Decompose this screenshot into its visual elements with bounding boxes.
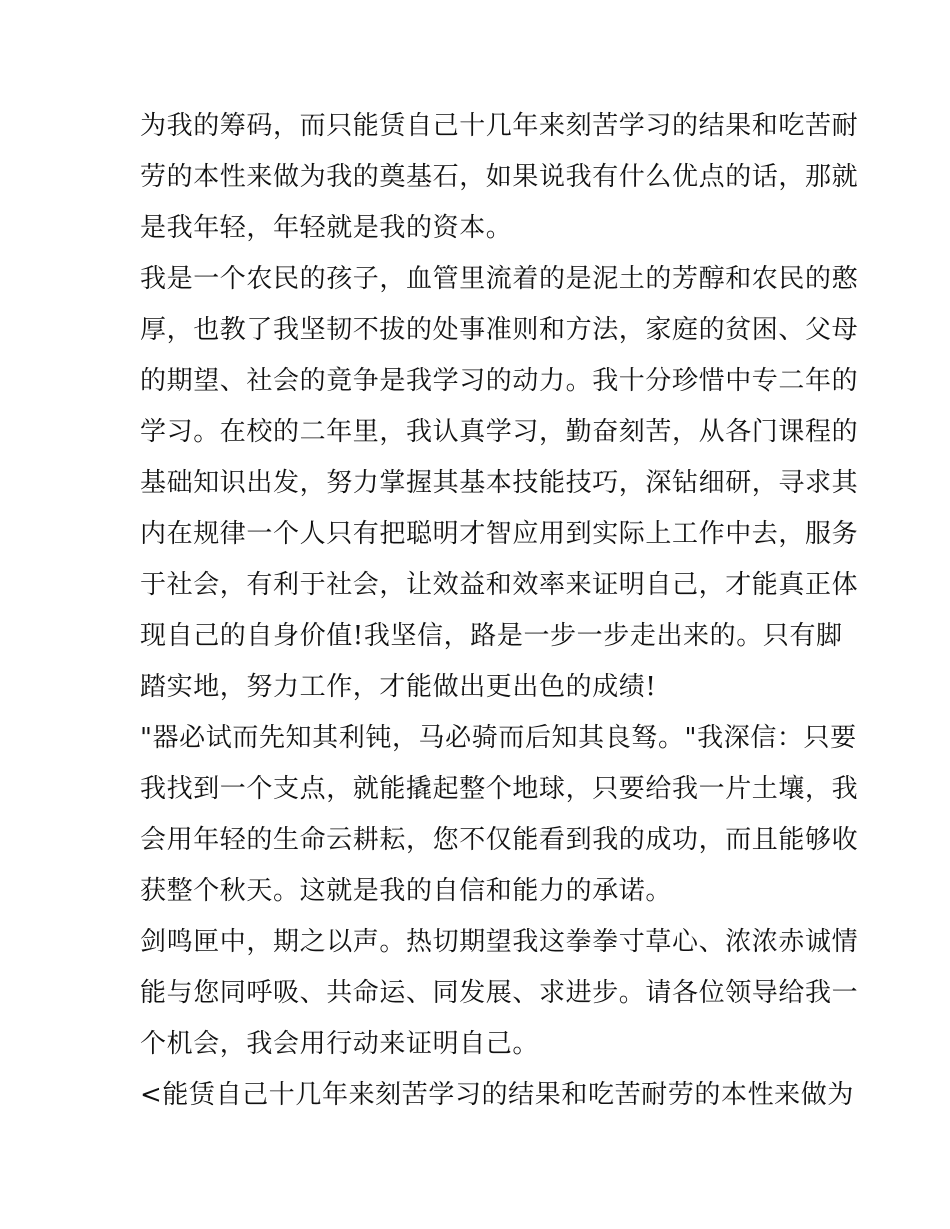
text-line: 是我年轻，年轻就是我的资本。: [140, 213, 513, 243]
text-line: 能与您同呼吸、共命运、同发展、求进步。请各位领导给我一: [140, 978, 859, 1008]
text-line: 获整个秋天。这就是我的自信和能力的承诺。: [140, 876, 673, 906]
paragraph-5: [140, 1070, 854, 1121]
document-body: [140, 101, 859, 1121]
text-line: 基础知识出发，努力掌握其基本技能技巧，深钻细研，寻求其: [140, 468, 859, 498]
paragraph-3: [140, 713, 859, 917]
text-line: 于社会，有利于社会，让效益和效率来证明自己，才能真正体: [140, 570, 859, 600]
text-line: "器必试而先知其利钝，马必骑而后知其良驽。"我深信：只要: [140, 723, 857, 753]
text-line: 我是一个农民的孩子，血管里流着的是泥土的芳醇和农民的憨: [140, 264, 859, 294]
text-line: 厚，也教了我坚韧不拔的处事准则和方法，家庭的贫困、父母: [140, 315, 859, 345]
text-line: 我找到一个支点，就能撬起整个地球，只要给我一片土壤，我: [140, 774, 859, 804]
text-line: 学习。在校的二年里，我认真学习，勤奋刻苦，从各门课程的: [140, 417, 859, 447]
text-line: 内在规律一个人只有把聪明才智应用到实际上工作中去，服务: [140, 519, 859, 549]
text-line: 的期望、社会的竟争是我学习的动力。我十分珍惜中专二年的: [140, 366, 859, 396]
text-line: 剑鸣匣中，期之以声。热切期望我这拳拳寸草心、浓浓赤诚情: [140, 927, 859, 957]
text-line: 为我的筹码，而只能赁自己十几年来刻苦学习的结果和吃苦耐: [140, 111, 859, 141]
text-line: 个机会，我会用行动来证明自己。: [140, 1029, 540, 1059]
text-line: 现自己的自身价值!我坚信，路是一步一步走出来的。只有脚: [140, 621, 843, 651]
text-line: 劳的本性来做为我的奠基石，如果说我有什么优点的话，那就: [140, 162, 859, 192]
paragraph-1: [140, 101, 859, 254]
text-line: 踏实地，努力工作，才能做出更出色的成绩!: [140, 672, 657, 702]
paragraph-4: [140, 917, 859, 1070]
text-line: <能赁自己十几年来刻苦学习的结果和吃苦耐劳的本性来做为: [140, 1080, 854, 1110]
text-line: 会用年轻的生命云耕耘，您不仅能看到我的成功，而且能够收: [140, 825, 859, 855]
paragraph-2: [140, 254, 859, 713]
